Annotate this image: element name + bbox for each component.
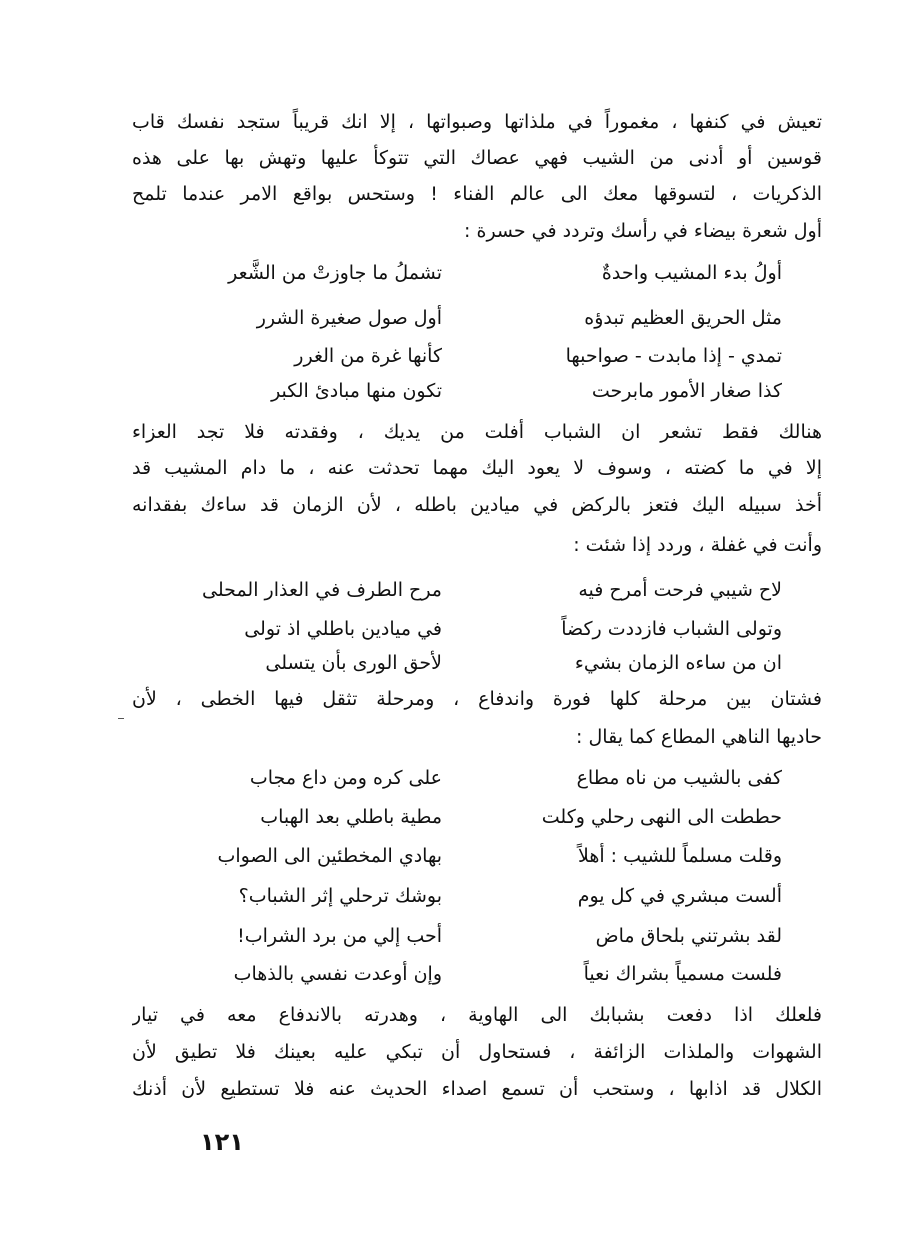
verse [132,840,822,872]
verse [132,257,822,289]
verse-second-hemistich: على كره ومن داع مجاب [249,767,442,789]
verse-second-hemistich: بهادي المخطئين الى الصواب [217,845,442,867]
verse [132,302,822,334]
verse-first-hemistich: مثل الحريق العظيم تبدؤه [584,307,782,329]
verse-first-hemistich: فلست مسمياً بشراك نعياً [583,963,782,985]
verse [132,920,822,952]
verse [132,801,822,833]
paragraph-2-line-1: هنالك فقط تشعر ان الشباب أفلت من يديك ، وفقدته فلا تجد العزاء [132,421,822,443]
margin-mark [118,718,124,719]
page-number: ١٢١ [200,1128,244,1156]
verse-second-hemistich: كأنها غرة من الغرر [294,345,442,367]
verse-first-hemistich: لاح شيبي فرحت أمرح فيه [578,579,782,601]
paragraph-1-line-4: أول شعرة بيضاء في رأسك وتردد في حسرة : [464,220,822,242]
paragraph-4-line-3: الكلال قد اذابها ، وستحب أن تسمع اصداء الحديث عنه فلا تستطيع لأن أذنك [132,1078,822,1100]
verse-second-hemistich: مطية باطلي بعد الهباب [260,806,442,828]
verse-second-hemistich: أول صول صغيرة الشرر [256,307,442,329]
paragraph-2-line-2: إلا في ما كضته ، وسوف لا يعود اليك مهما تحدثت عنه ، ما دام المشيب قد [132,457,822,479]
paragraph-2-line-3: أخذ سبيله اليك فتعز بالركض في ميادين باطله ، لأن الزمان قد ساءك بفقدانه [132,494,822,516]
verse-second-hemistich: بوشك ترحلي إثر الشباب؟ [238,885,442,907]
paragraph-4-line-1: فلعلك اذا دفعت بشبابك الى الهاوية ، وهدرته بالاندفاع معه في تيار [132,1004,822,1026]
verse-first-hemistich: لقد بشرتني بلحاق ماض [595,925,782,947]
verse-second-hemistich: وإن أوعدت نفسي بالذهاب [233,963,442,985]
verse-first-hemistich: كفى بالشيب من ناه مطاع [576,767,782,789]
verse [132,340,822,372]
verse-first-hemistich: ان من ساءه الزمان بشيء [574,652,782,674]
verse [132,958,822,990]
paragraph-3-line-1: فشتان بين مرحلة كلها فورة واندفاع ، ومرحلة تثقل فيها الخطى ، لأن [132,688,822,710]
verse-second-hemistich: تشملُ ما جاوزتْ من الشَّعر [228,262,442,284]
verse-first-hemistich: ألست مبشري في كل يوم [577,885,782,907]
verse-first-hemistich: أولُ بدء المشيب واحدةٌ [601,262,782,284]
verse-first-hemistich: كذا صغار الأمور مابرحت [591,380,782,402]
paragraph-1-line-2: قوسين أو أدنى من الشيب فهي عصاك التي تتوكأ عليها وتهش بها على هذه [132,147,822,169]
verse-second-hemistich: لأحق الورى بأن يتسلى [265,652,442,674]
verse-first-hemistich: حططت الى النهى رحلي وكلت [541,806,782,828]
verse-first-hemistich: وقلت مسلماً للشيب : أهلاً [577,845,782,867]
paragraph-3-line-2: حاديها الناهي المطاع كما يقال : [576,726,822,748]
verse-first-hemistich: وتولى الشباب فازددت ركضاً [561,618,782,640]
verse-first-hemistich: تمدي - إذا مابدت - صواحبها [565,345,782,367]
verse-second-hemistich: أحب إلي من برد الشراب! [237,925,442,947]
verse [132,375,822,407]
paragraph-2-line-4: وأنت في غفلة ، وردد إذا شئت : [573,534,822,556]
verse [132,880,822,912]
paragraph-4-line-2: الشهوات والملذات الزائفة ، فستحاول أن تبكي عليه بعينك فلا تطيق لأن [132,1041,822,1063]
verse-second-hemistich: في ميادين باطلي اذ تولى [244,618,442,640]
paragraph-1-line-3: الذكريات ، لتسوقها معك الى عالم الفناء ! وستحس بواقع الامر عندما تلمح [132,183,822,205]
verse [132,574,822,606]
verse [132,613,822,645]
paragraph-1-line-1: تعيش في كنفها ، مغموراً في ملذاتها وصبواتها ، إلا انك قريباً ستجد نفسك قاب [132,111,822,133]
verse [132,762,822,794]
verse-second-hemistich: مرح الطرف في العذار المحلى [202,579,442,601]
verse-second-hemistich: تكون منها مبادئ الكبر [271,380,442,402]
verse [132,647,822,679]
